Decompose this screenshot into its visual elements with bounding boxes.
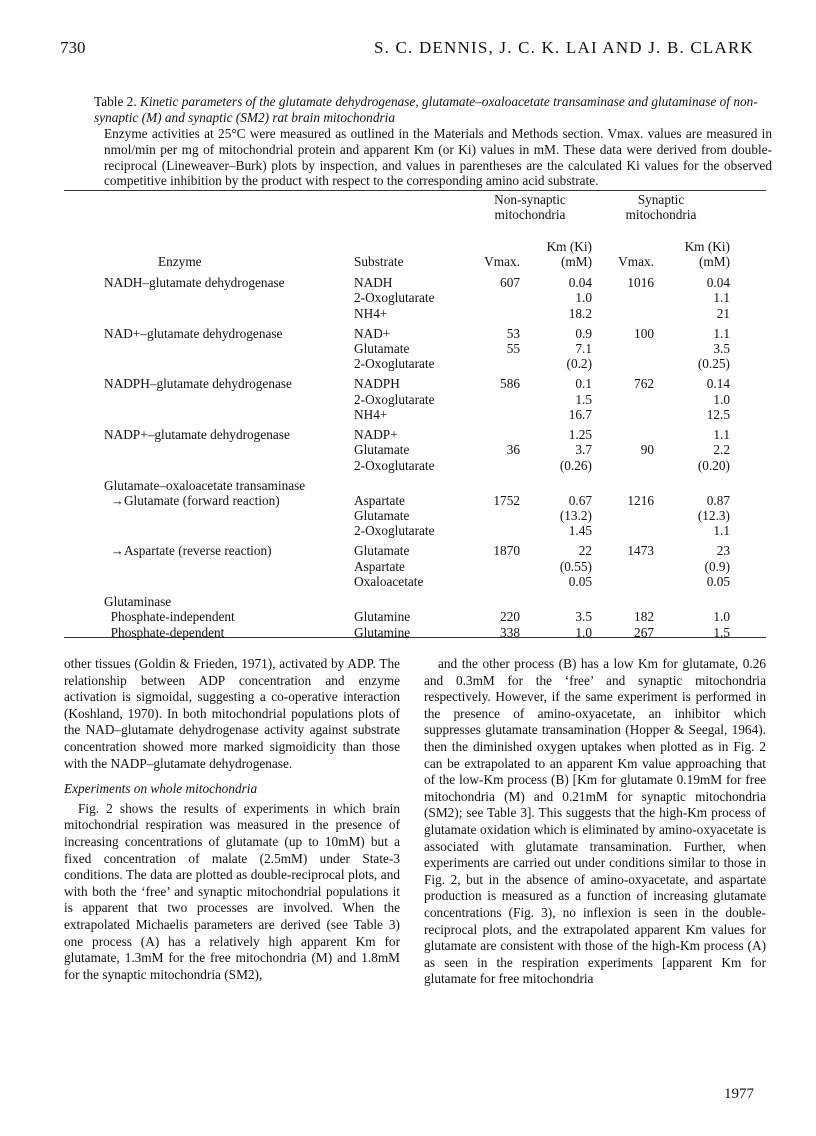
table-row (100, 356, 730, 371)
cell-vmax-syn: 100 (634, 325, 654, 341)
footer-number: 1977 (724, 1086, 754, 1102)
cell-enzyme (100, 356, 350, 371)
cell-enzyme (100, 290, 350, 305)
cell-km-syn: 0.04 (706, 275, 730, 291)
cell-substrate: Aspartate (354, 492, 405, 508)
cell-enzyme: NADP+–glutamate dehydrogenase (104, 426, 290, 442)
col-header-enzyme: Enzyme (158, 253, 202, 269)
cell-vmax-syn: 267 (634, 624, 654, 640)
cell-substrate: 2-Oxoglutarate (354, 523, 435, 539)
cell-km-syn (654, 473, 730, 493)
cell-km-syn: (12.3) (697, 508, 730, 524)
group-header-synaptic (592, 192, 730, 223)
table-description: Enzyme activities at 25°C were measured as outlined in the Materials and Methods section. Vmax. values are measured in nmol/min per mg of mitochondrial protein and apparent Km (or Ki) values in mM. These data were derived from double-reciprocal (Lineweaver–Burk) plots by inspection, and values in parentheses are the calculated Ki values for the observed competitive inhibition by the product with respect to the corresponding amino acid substrate. (104, 126, 772, 189)
cell-km-syn (654, 589, 730, 609)
cell-vmax-nonsyn: 1870 (493, 543, 520, 559)
cell-substrate (350, 589, 468, 609)
table-row (100, 290, 730, 305)
cell-km-nonsyn: (0.55) (559, 558, 592, 574)
cell-enzyme: NADPH–glutamate dehydrogenase (104, 376, 292, 392)
cell-substrate (350, 473, 468, 493)
col-header-km-unit-nonsyn: (mM) (560, 253, 592, 269)
cell-substrate: Glutamine (354, 624, 411, 640)
table-row (100, 372, 730, 392)
table-bottom-rule (64, 637, 766, 638)
cell-km-syn: (0.20) (697, 457, 730, 473)
cell-vmax-nonsyn (468, 392, 520, 407)
cell-substrate: NAD+ (354, 325, 391, 341)
cell-enzyme: NADH–glutamate dehydrogenase (104, 275, 285, 291)
cell-vmax-nonsyn (468, 473, 520, 493)
cell-vmax-syn (592, 341, 654, 356)
cell-enzyme (100, 392, 350, 407)
table-row (100, 539, 730, 559)
cell-vmax-nonsyn: 53 (506, 325, 520, 341)
kinetic-table (100, 192, 730, 640)
cell-km-syn: (0.9) (704, 558, 730, 574)
cell-substrate: NH4+ (354, 406, 388, 422)
right-column (424, 656, 766, 988)
cell-vmax-nonsyn: 607 (500, 275, 520, 291)
cell-enzyme: Glutamate–oxaloacetate transaminase (104, 477, 306, 493)
section-heading: Experiments on whole mitochondria (64, 781, 258, 797)
cell-enzyme: Glutaminase (104, 594, 172, 610)
cell-substrate: Aspartate (354, 558, 405, 574)
cell-km-nonsyn: 16.7 (568, 406, 592, 422)
cell-enzyme (100, 574, 350, 589)
cell-km-nonsyn: 1.45 (568, 523, 592, 539)
cell-km-syn: 21 (716, 305, 730, 321)
cell-km-nonsyn: 1.25 (568, 426, 592, 442)
cell-vmax-syn: 1216 (627, 492, 654, 508)
cell-km-nonsyn (520, 473, 592, 493)
cell-km-syn: 0.87 (706, 492, 730, 508)
cell-km-syn: 1.1 (713, 426, 730, 442)
left-column (64, 656, 400, 983)
cell-vmax-nonsyn (468, 290, 520, 305)
col-header-vmax-syn: Vmax. (618, 253, 654, 269)
table-row (100, 523, 730, 538)
cell-km-nonsyn: 3.5 (575, 609, 592, 625)
cell-vmax-syn (592, 508, 654, 523)
cell-substrate: NADH (354, 275, 393, 291)
group-header-synaptic-line2: mitochondria (625, 207, 697, 223)
table-row (100, 321, 730, 341)
cell-substrate: Glutamine (354, 609, 411, 625)
cell-km-nonsyn: 1.0 (575, 290, 592, 306)
cell-vmax-nonsyn: 55 (506, 341, 520, 357)
cell-vmax-syn (592, 559, 654, 574)
cell-substrate: Glutamate (354, 543, 410, 559)
cell-substrate: 2-Oxoglutarate (354, 290, 435, 306)
cell-km-nonsyn: (0.2) (566, 356, 592, 372)
cell-km-syn: 1.1 (713, 325, 730, 341)
cell-vmax-nonsyn (468, 574, 520, 589)
cell-vmax-nonsyn (468, 306, 520, 321)
cell-vmax-syn (592, 589, 654, 609)
col-header-km-nonsyn: Km (Ki) (546, 238, 592, 254)
table-row (100, 493, 730, 508)
table-row (100, 442, 730, 457)
cell-km-nonsyn (520, 589, 592, 609)
cell-vmax-nonsyn (468, 523, 520, 538)
cell-enzyme (100, 442, 350, 457)
cell-vmax-nonsyn (468, 508, 520, 523)
cell-km-syn: 23 (716, 543, 730, 559)
cell-enzyme (100, 407, 350, 422)
cell-km-syn: 2.2 (713, 442, 730, 458)
table-row (100, 609, 730, 624)
cell-km-nonsyn: 0.9 (575, 325, 592, 341)
table-row (100, 458, 730, 473)
cell-enzyme (100, 559, 350, 574)
cell-vmax-syn: 1473 (627, 543, 654, 559)
cell-km-nonsyn: 0.04 (568, 275, 592, 291)
page-number: 730 (60, 38, 86, 57)
cell-vmax-nonsyn: 1752 (493, 492, 520, 508)
cell-vmax-syn (592, 356, 654, 371)
cell-vmax-syn (592, 458, 654, 473)
paragraph: other tissues (Goldin & Frieden, 1971), activated by ADP. The relationship between ADP concentration and enzyme activation is sigmoidal, suggesting a co-operative interaction (Koshland, 1970). In both mitochondrial populations plots of the NAD–glutamate dehydrogenase activity against substrate concentration showed more marked sigmoidicity than those with the NADP–glutamate dehydrogenase. (64, 656, 400, 771)
cell-km-nonsyn: 1.5 (575, 391, 592, 407)
cell-km-nonsyn: (13.2) (559, 508, 592, 524)
cell-enzyme: Phosphate-independent (104, 609, 235, 625)
paragraph: Fig. 2 shows the results of experiments in which brain mitochondrial respiration was measured in the presence of increasing concentrations of glutamate (up to 10mM) but a fixed concentration of malate (2.5mM) under State-3 conditions. The data are plotted as double-reciprocal plots, and with both the ‘free’ and synaptic mitochondrial populations it is apparent that two processes are involved. When the extrapolated Michaelis parameters are derived (see Table 3) one process (A) has a relatively high apparent Km for glutamate, 1.3mM for the free mitochondria (M) and 1.8mM for the synaptic mitochondria (SM2), (64, 800, 400, 982)
cell-vmax-syn: 762 (634, 376, 654, 392)
cell-substrate: 2-Oxoglutarate (354, 391, 435, 407)
group-header-nonsynaptic-line1: Non-synaptic (494, 192, 566, 207)
cell-enzyme: Phosphate-dependent (104, 624, 225, 640)
cell-substrate: Glutamate (354, 341, 410, 357)
table-caption (94, 94, 770, 125)
paragraph: and the other process (B) has a low Km for glutamate, 0.26 and 0.3mM for the ‘free’ and synaptic mitochondria respectively. However, if the same experiment is performed in the presence of amino-oxyacetate, an inhibitor which suppresses glutamate transamination (Hopper & Seegal, 1964). then the diminished oxygen uptakes when plotted as in Fig. 2 can be extrapolated to an apparent Km value approaching that of the low-Km process (B) [Km for glutamate 0.19mM for free mitochondria (M) and 0.21mM for synaptic mitochondria (SM2); see Table 3]. This suggests that the high-Km process of glutamate oxidation which is eliminated by amino-oxyacetate is associated with glutamate transamination. Further, when experiments are carried out under conditions similar to those in Fig. 2, but in the absence of amino-oxyacetate, and aspartate production is measured as a function of increasing glutamate concentrations (Fig. 3), no inflexion is seen in the double-reciprocal plots, and the extrapolated apparent Km values for glutamate are consistent with those of the high-Km process (A) as seen in the respiration experiments [apparent Km for glutamate for free mitochondria (424, 656, 766, 987)
cell-substrate: NADPH (354, 376, 400, 392)
cell-km-syn: 1.0 (713, 609, 730, 625)
cell-vmax-nonsyn (468, 589, 520, 609)
cell-km-nonsyn: 0.67 (568, 492, 592, 508)
cell-km-syn: 1.1 (713, 523, 730, 539)
cell-vmax-nonsyn: 36 (506, 442, 520, 458)
table-row (100, 407, 730, 422)
table-row (100, 589, 730, 609)
cell-vmax-syn (592, 392, 654, 407)
cell-vmax-syn (592, 407, 654, 422)
cell-enzyme: NAD+–glutamate dehydrogenase (104, 325, 283, 341)
cell-km-nonsyn: (0.26) (559, 457, 592, 473)
cell-vmax-syn (592, 523, 654, 538)
cell-km-syn: 1.0 (713, 391, 730, 407)
cell-enzyme (100, 458, 350, 473)
table-row (100, 275, 730, 290)
cell-km-syn: 0.05 (706, 574, 730, 590)
col-header-km-syn: Km (Ki) (684, 238, 730, 254)
cell-vmax-nonsyn (468, 559, 520, 574)
cell-vmax-nonsyn: 220 (500, 609, 520, 625)
cell-vmax-nonsyn (468, 407, 520, 422)
table-row (100, 508, 730, 523)
cell-substrate: Glutamate (354, 442, 410, 458)
group-header-nonsynaptic (468, 192, 592, 223)
cell-enzyme (100, 523, 350, 538)
cell-km-nonsyn: 3.7 (575, 442, 592, 458)
cell-vmax-syn (592, 306, 654, 321)
col-header-vmax-nonsyn: Vmax. (484, 253, 520, 269)
cell-vmax-syn: 1016 (627, 275, 654, 291)
table-body (100, 275, 730, 640)
cell-substrate: Oxaloacetate (354, 574, 424, 590)
table-row (100, 574, 730, 589)
cell-vmax-nonsyn (468, 458, 520, 473)
cell-vmax-syn (592, 473, 654, 493)
cell-substrate: NH4+ (354, 305, 388, 321)
table-row (100, 422, 730, 442)
cell-km-nonsyn: 0.05 (568, 574, 592, 590)
table-title: Kinetic parameters of the glutamate dehydrogenase, glutamate–oxaloacetate transaminase and glutaminase of non-synaptic (M) and synaptic (SM2) rat brain mitochondria (94, 94, 758, 125)
cell-substrate: Glutamate (354, 508, 410, 524)
cell-enzyme (100, 306, 350, 321)
group-header-synaptic-line1: Synaptic (637, 192, 685, 207)
cell-km-nonsyn: 22 (578, 543, 592, 559)
cell-vmax-nonsyn (468, 422, 520, 442)
cell-enzyme (100, 508, 350, 523)
cell-vmax-syn: 182 (634, 609, 654, 625)
cell-vmax-syn (592, 422, 654, 442)
cell-enzyme (100, 341, 350, 356)
cell-km-syn: (0.25) (697, 356, 730, 372)
cell-km-nonsyn: 7.1 (575, 341, 592, 357)
cell-km-syn: 0.14 (706, 376, 730, 392)
running-header-authors: S. C. DENNIS, J. C. K. LAI AND J. B. CLARK (373, 38, 754, 57)
cell-km-nonsyn: 1.0 (575, 624, 592, 640)
cell-substrate: NADP+ (354, 426, 398, 442)
cell-km-nonsyn: 0.1 (575, 376, 592, 392)
group-header-nonsynaptic-line2: mitochondria (494, 207, 566, 223)
cell-substrate: 2-Oxoglutarate (354, 356, 435, 372)
table-top-rule (64, 190, 766, 191)
table-row (100, 306, 730, 321)
cell-substrate: 2-Oxoglutarate (354, 457, 435, 473)
cell-km-syn: 3.5 (713, 341, 730, 357)
table-row (100, 341, 730, 356)
table-row (100, 473, 730, 493)
cell-vmax-syn (592, 574, 654, 589)
cell-enzyme: →Glutamate (forward reaction) (104, 492, 280, 508)
cell-vmax-nonsyn: 586 (500, 376, 520, 392)
table-label: Table 2. (94, 94, 137, 109)
cell-vmax-syn (592, 290, 654, 305)
col-header-substrate: Substrate (354, 253, 404, 269)
cell-enzyme: →Aspartate (reverse reaction) (104, 543, 272, 559)
table-row (100, 392, 730, 407)
cell-km-syn: 1.1 (713, 290, 730, 306)
cell-vmax-syn: 90 (640, 442, 654, 458)
cell-km-nonsyn: 18.2 (568, 305, 592, 321)
cell-vmax-nonsyn (468, 356, 520, 371)
cell-vmax-nonsyn: 338 (500, 624, 520, 640)
col-header-km-unit-syn: (mM) (698, 253, 730, 269)
cell-km-syn: 1.5 (713, 624, 730, 640)
cell-km-syn: 12.5 (706, 406, 730, 422)
table-row (100, 559, 730, 574)
